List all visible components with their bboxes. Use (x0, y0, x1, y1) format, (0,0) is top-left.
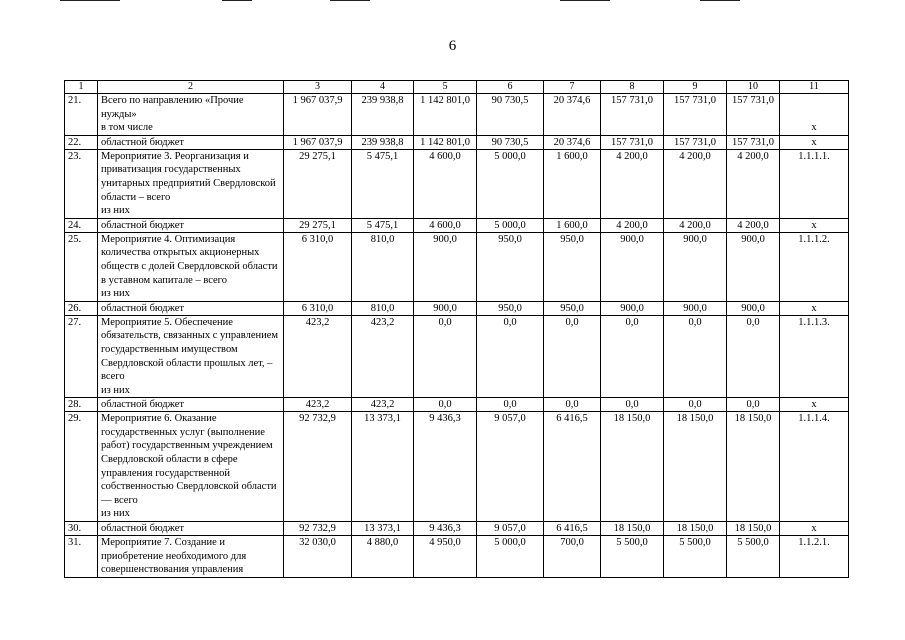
amount-cell: 5 000,0 (477, 218, 544, 232)
amount-cell: 950,0 (477, 301, 544, 315)
amount-cell: 13 373,1 (352, 522, 414, 536)
row-number: 27. (65, 315, 98, 398)
amount-cell: 5 500,0 (664, 536, 727, 578)
table-row (65, 398, 849, 412)
amount-cell: 29 275,1 (284, 149, 352, 218)
row-number: 29. (65, 412, 98, 522)
table-row (65, 315, 849, 398)
amount-cell: 900,0 (727, 232, 780, 301)
amount-cell: 20 374,6 (544, 94, 601, 136)
target-code: х (780, 522, 849, 536)
amount-cell: 4 200,0 (664, 149, 727, 218)
table-row (65, 522, 849, 536)
table-row (65, 94, 849, 136)
amount-cell: 1 967 037,9 (284, 94, 352, 136)
amount-cell: 900,0 (727, 301, 780, 315)
amount-cell: 900,0 (601, 301, 664, 315)
amount-cell: 5 000,0 (477, 149, 544, 218)
amount-cell: 0,0 (727, 315, 780, 398)
target-code: 1.1.2.1. (780, 536, 849, 578)
amount-cell: 92 732,9 (284, 412, 352, 522)
amount-cell: 18 150,0 (727, 522, 780, 536)
amount-cell: 32 030,0 (284, 536, 352, 578)
amount-cell: 9 057,0 (477, 412, 544, 522)
amount-cell: 1 600,0 (544, 218, 601, 232)
amount-cell: 9 057,0 (477, 522, 544, 536)
row-number: 25. (65, 232, 98, 301)
row-number: 28. (65, 398, 98, 412)
amount-cell: 0,0 (477, 315, 544, 398)
amount-cell: 900,0 (664, 301, 727, 315)
table-row (65, 218, 849, 232)
budget-table (64, 80, 849, 578)
amount-cell: 423,2 (284, 398, 352, 412)
amount-cell: 0,0 (414, 398, 477, 412)
table-body (65, 81, 849, 578)
amount-cell: 157 731,0 (727, 135, 780, 149)
amount-cell: 423,2 (284, 315, 352, 398)
row-description: Всего по направлению «Прочие нужды» в том числе (98, 94, 284, 136)
amount-cell: 1 600,0 (544, 149, 601, 218)
amount-cell: 9 436,3 (414, 522, 477, 536)
top-edge-marks (0, 0, 905, 4)
amount-cell: 1 967 037,9 (284, 135, 352, 149)
amount-cell: 13 373,1 (352, 412, 414, 522)
amount-cell: 4 600,0 (414, 149, 477, 218)
header-cell: 6 (477, 81, 544, 94)
amount-cell: 5 500,0 (601, 536, 664, 578)
amount-cell: 1 142 801,0 (414, 135, 477, 149)
amount-cell: 4 200,0 (601, 149, 664, 218)
row-number: 22. (65, 135, 98, 149)
row-description: Мероприятие 5. Обеспечение обязательств, связанных с управлением государственным имуществом Свердловской области прошлых лет, – всего из них (98, 315, 284, 398)
amount-cell: 0,0 (414, 315, 477, 398)
amount-cell: 9 436,3 (414, 412, 477, 522)
amount-cell: 157 731,0 (601, 135, 664, 149)
row-description: Мероприятие 3. Реорганизация и приватизация государственных унитарных предприятий Свердловской области – всего из них (98, 149, 284, 218)
amount-cell: 950,0 (544, 301, 601, 315)
amount-cell: 423,2 (352, 398, 414, 412)
amount-cell: 0,0 (664, 315, 727, 398)
table-row (65, 412, 849, 522)
header-cell: 2 (98, 81, 284, 94)
amount-cell: 423,2 (352, 315, 414, 398)
table-row (65, 232, 849, 301)
header-cell: 4 (352, 81, 414, 94)
amount-cell: 4 600,0 (414, 218, 477, 232)
row-description: Мероприятие 4. Оптимизация количества открытых акционерных обществ с долей Свердловской области в уставном капитале – всего из них (98, 232, 284, 301)
amount-cell: 90 730,5 (477, 94, 544, 136)
page-number: 6 (448, 38, 457, 54)
amount-cell: 6 416,5 (544, 412, 601, 522)
row-description: областной бюджет (98, 218, 284, 232)
row-description: областной бюджет (98, 522, 284, 536)
amount-cell: 950,0 (544, 232, 601, 301)
amount-cell: 0,0 (544, 398, 601, 412)
amount-cell: 900,0 (664, 232, 727, 301)
amount-cell: 0,0 (727, 398, 780, 412)
amount-cell: 5 000,0 (477, 536, 544, 578)
row-number: 31. (65, 536, 98, 578)
amount-cell: 1 142 801,0 (414, 94, 477, 136)
amount-cell: 157 731,0 (664, 94, 727, 136)
header-cell: 7 (544, 81, 601, 94)
amount-cell: 4 950,0 (414, 536, 477, 578)
amount-cell: 5 475,1 (352, 218, 414, 232)
target-code: х (780, 218, 849, 232)
amount-cell: 4 880,0 (352, 536, 414, 578)
target-code: 1.1.1.1. (780, 149, 849, 218)
row-description: областной бюджет (98, 301, 284, 315)
header-cell: 9 (664, 81, 727, 94)
amount-cell: 157 731,0 (601, 94, 664, 136)
amount-cell: 4 200,0 (664, 218, 727, 232)
amount-cell: 6 310,0 (284, 232, 352, 301)
amount-cell: 20 374,6 (544, 135, 601, 149)
header-cell: 5 (414, 81, 477, 94)
target-code: х (780, 135, 849, 149)
amount-cell: 29 275,1 (284, 218, 352, 232)
target-code: х (780, 94, 849, 136)
amount-cell: 5 475,1 (352, 149, 414, 218)
row-description: Мероприятие 7. Создание и приобретение необходимого для совершенствования управления (98, 536, 284, 578)
header-cell: 8 (601, 81, 664, 94)
amount-cell: 18 150,0 (727, 412, 780, 522)
row-description: Мероприятие 6. Оказание государственных услуг (выполнение работ) государственным учреждением Свердловской области в сфере управления государственной собственностью Свердловской области — всего из них (98, 412, 284, 522)
amount-cell: 810,0 (352, 232, 414, 301)
amount-cell: 0,0 (477, 398, 544, 412)
amount-cell: 0,0 (601, 315, 664, 398)
amount-cell: 5 500,0 (727, 536, 780, 578)
amount-cell: 157 731,0 (727, 94, 780, 136)
table-row (65, 536, 849, 578)
row-number: 26. (65, 301, 98, 315)
target-code: 1.1.1.2. (780, 232, 849, 301)
amount-cell: 0,0 (664, 398, 727, 412)
amount-cell: 950,0 (477, 232, 544, 301)
amount-cell: 18 150,0 (601, 522, 664, 536)
amount-cell: 18 150,0 (664, 412, 727, 522)
amount-cell: 6 416,5 (544, 522, 601, 536)
row-number: 24. (65, 218, 98, 232)
amount-cell: 18 150,0 (664, 522, 727, 536)
table-row (65, 301, 849, 315)
row-number: 21. (65, 94, 98, 136)
target-code: 1.1.1.4. (780, 412, 849, 522)
amount-cell: 900,0 (414, 232, 477, 301)
row-number: 23. (65, 149, 98, 218)
amount-cell: 810,0 (352, 301, 414, 315)
amount-cell: 92 732,9 (284, 522, 352, 536)
amount-cell: 157 731,0 (664, 135, 727, 149)
amount-cell: 700,0 (544, 536, 601, 578)
target-code: х (780, 398, 849, 412)
amount-cell: 4 200,0 (727, 218, 780, 232)
header-cell: 3 (284, 81, 352, 94)
amount-cell: 900,0 (414, 301, 477, 315)
amount-cell: 0,0 (544, 315, 601, 398)
amount-cell: 900,0 (601, 232, 664, 301)
header-cell: 1 (65, 81, 98, 94)
target-code: х (780, 301, 849, 315)
header-cell: 11 (780, 81, 849, 94)
table-row (65, 149, 849, 218)
amount-cell: 239 938,8 (352, 94, 414, 136)
row-number: 30. (65, 522, 98, 536)
amount-cell: 18 150,0 (601, 412, 664, 522)
amount-cell: 4 200,0 (727, 149, 780, 218)
amount-cell: 90 730,5 (477, 135, 544, 149)
amount-cell: 0,0 (601, 398, 664, 412)
header-row (65, 81, 849, 94)
row-description: областной бюджет (98, 398, 284, 412)
target-code: 1.1.1.3. (780, 315, 849, 398)
table-row (65, 135, 849, 149)
header-cell: 10 (727, 81, 780, 94)
amount-cell: 6 310,0 (284, 301, 352, 315)
row-description: областной бюджет (98, 135, 284, 149)
amount-cell: 239 938,8 (352, 135, 414, 149)
amount-cell: 4 200,0 (601, 218, 664, 232)
